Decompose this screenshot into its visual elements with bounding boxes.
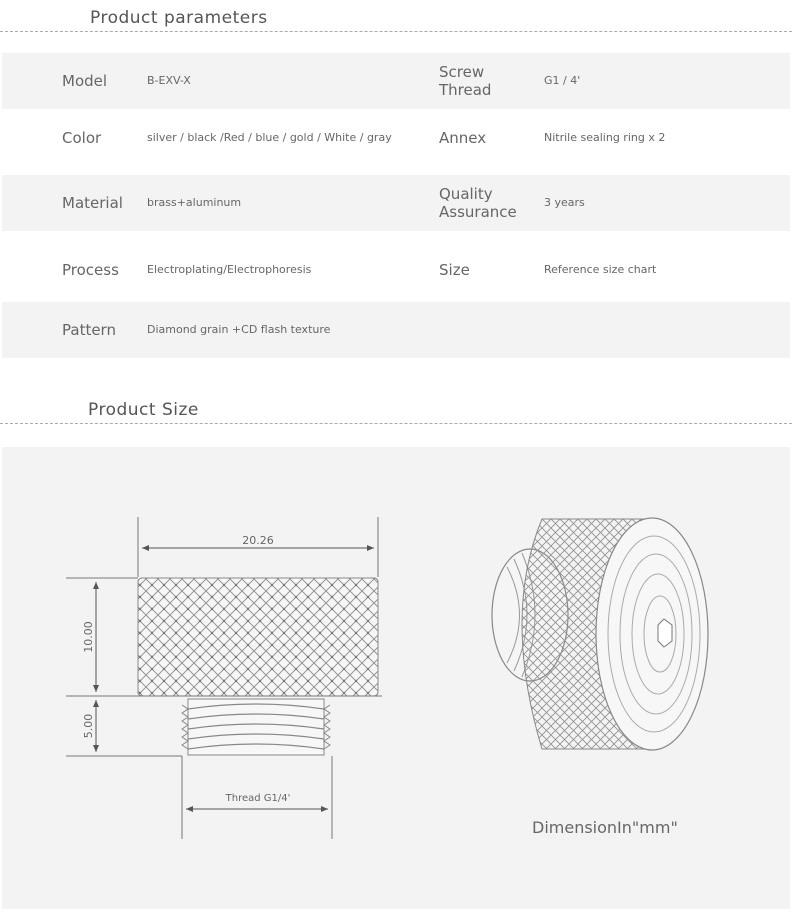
height-dimension: 10.00 xyxy=(82,621,95,653)
param-label-process: Process xyxy=(62,261,119,279)
product-rendering xyxy=(492,518,708,750)
size-divider xyxy=(0,423,792,424)
param-label-color: Color xyxy=(62,129,102,147)
width-dimension: 20.26 xyxy=(242,534,274,547)
technical-drawing xyxy=(66,517,382,839)
param-row-process xyxy=(2,232,790,300)
param-value-annex: Nitrile sealing ring x 2 xyxy=(544,131,666,144)
param-value-process: Electroplating/Electrophoresis xyxy=(147,263,312,276)
param-row-model xyxy=(2,53,790,109)
param-label-pattern: Pattern xyxy=(62,321,116,339)
param-value-size: Reference size chart xyxy=(544,263,657,276)
param-label-material: Material xyxy=(62,194,123,212)
size-title: Product Size xyxy=(88,400,199,420)
param-value-screw-thread: G1 / 4' xyxy=(544,74,581,87)
param-value-model: B-EXV-X xyxy=(147,74,191,87)
param-value-color: silver / black /Red / blue / gold / White / gray xyxy=(147,131,392,144)
param-label-screw-thread: Screw Thread xyxy=(439,63,492,99)
param-value-material: brass+aluminum xyxy=(147,196,242,209)
param-row-material xyxy=(2,175,790,231)
param-row-pattern xyxy=(2,302,790,358)
size-drawing xyxy=(2,447,790,909)
parameters-divider xyxy=(0,31,792,32)
param-label-size: Size xyxy=(439,261,470,279)
thread-label: Thread G1/4' xyxy=(225,793,291,804)
param-label-quality-assurance: Quality Assurance xyxy=(439,185,517,221)
param-value-quality-assurance: 3 years xyxy=(544,196,585,209)
parameters-title: Product parameters xyxy=(90,8,268,28)
thread-height-dimension: 5.00 xyxy=(82,713,95,739)
param-row-color xyxy=(2,110,790,174)
dimension-note: DimensionIn"mm" xyxy=(532,818,678,837)
param-label-model: Model xyxy=(62,72,108,90)
param-value-pattern: Diamond grain +CD flash texture xyxy=(147,323,331,336)
param-label-annex: Annex xyxy=(439,129,487,147)
size-panel xyxy=(2,447,790,909)
